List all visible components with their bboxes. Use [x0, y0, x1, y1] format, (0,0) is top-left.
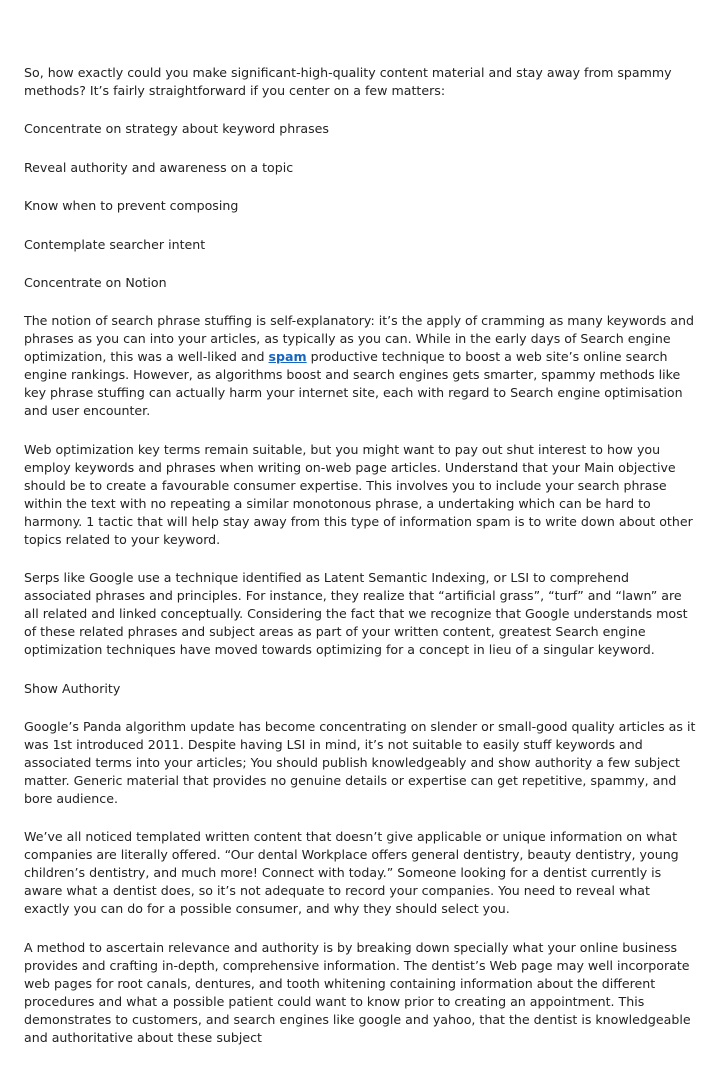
keyword-stuffing-paragraph: [24, 312, 699, 420]
relevance-paragraph: A method to ascertain relevance and authority is by breaking down specially what your online business provides and crafting in-depth, comprehensive information. The dentist’s Web page may well incorporate web pages for root canals, dentures, and tooth whitening containing information about the different procedures and what a possible patient could want to know prior to creating an appointment. This demonstrates to customers, and search engines like google and yahoo, that the dentist is knowledgeable and authoritative about these subject: [24, 939, 691, 1045]
article-body: [24, 64, 699, 1067]
list-item-searcher-intent: Contemplate searcher intent: [24, 236, 206, 252]
list-item-keyword-strategy: Concentrate on strategy about keyword phrases: [24, 121, 329, 137]
keyword-stuffing-text-before: The notion of search phrase stuffing is self-explanatory: it’s the apply of cramming as many keywords and phrases as you can into your articles, as typically as you can. While in the early days of Search engine optimization, this was a well-liked and: [24, 313, 694, 365]
lsi-paragraph: Serps like Google use a technique identified as Latent Semantic Indexing, or LSI to comprehend associated phrases and principles. For instance, they realize that “artificial grass”, “turf” and “lawn” are all related and linked conceptually. Considering the fact that we recognize that Google understands most of these related phrases and subject areas as part of your written content, greatest Search engine optimization techniques have moved towards optimizing for a concept in lieu of a singular keyword.: [24, 570, 688, 658]
keyword-stuffing-text-after: productive technique to boost a web site’s online search engine rankings. However, as algorithms boost and search engines gets smarter, spammy methods like key phrase stuffing can actually harm your internet site, each with regard to Search engine optimisation and user encounter.: [24, 349, 683, 419]
list-item-stop-writing: Know when to prevent composing: [24, 198, 239, 214]
templated-content-paragraph: We’ve all noticed templated written content that doesn’t give applicable or unique information on what companies are literally offered. “Our dental Workplace offers general dentistry, beauty dentistry, young children’s dentistry, and much more! Connect with today.” Someone looking for a dentist currently is aware what a dentist does, so it’s not adequate to record your companies. You need to reveal what exactly you can do for a possible consumer, and why they should select you.: [24, 829, 679, 917]
panda-paragraph: Google’s Panda algorithm update has become concentrating on slender or small-good quality articles as it was 1st introduced 2011. Despite having LSI in mind, it’s not suitable to easily stuff keywords and associated terms into your articles; You should publish knowledgeably and show authority a few subject matter. Generic material that provides no genuine details or expertise can get repetitive, spammy, and bore audience.: [24, 718, 696, 806]
intro-paragraph: So, how exactly could you make significant-high-quality content material and stay away from spammy methods? It’s fairly straightforward if you center on a few matters:: [24, 65, 672, 98]
spam-link[interactable]: spam: [268, 349, 307, 365]
show-authority-heading: Show Authority: [24, 680, 121, 696]
list-item-authority: Reveal authority and awareness on a topic: [24, 159, 294, 175]
list-item-notion: Concentrate on Notion: [24, 274, 167, 290]
seo-keywords-paragraph: Web optimization key terms remain suitable, but you might want to pay out shut interest to how you employ keywords and phrases when writing on-web page articles. Understand that your Main objective should be to create a favourable consumer expertise. This involves you to include your search phrase within the text with no repeating a similar monotonous phrase, a undertaking which can be hard to harmony. 1 tactic that will help stay away from this type of information spam is to write down about other topics related to your keyword.: [24, 441, 693, 547]
